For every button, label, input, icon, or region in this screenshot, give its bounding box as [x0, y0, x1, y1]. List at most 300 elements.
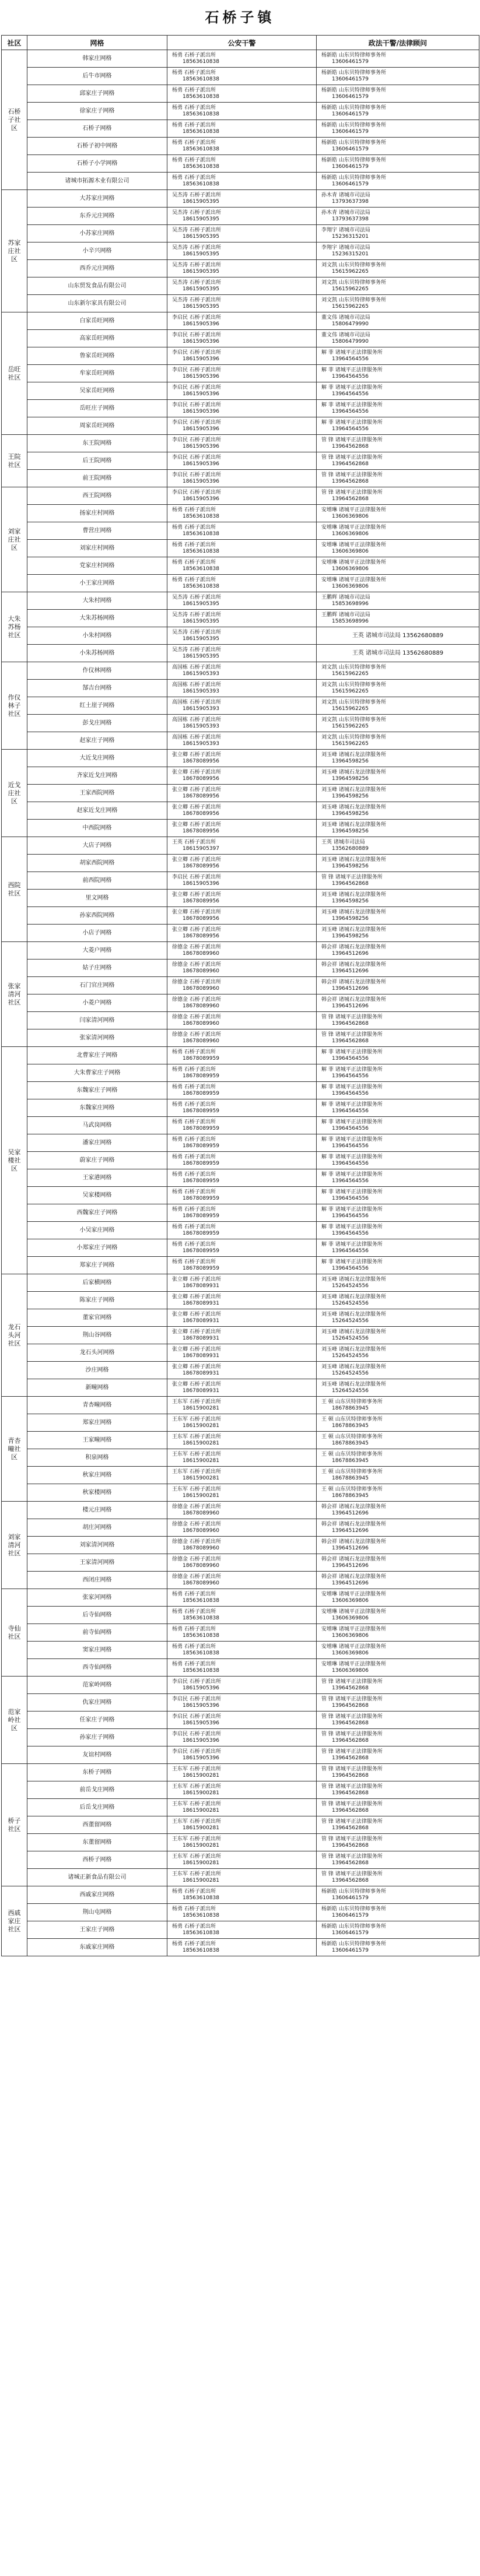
law-line-phone: 13606461579: [332, 1930, 369, 1936]
police-line-name: 杨勇 石桥子派出所: [172, 1906, 216, 1912]
law-cell: [317, 1099, 479, 1117]
law-line-phone: 13964562868: [332, 1807, 369, 1814]
law-cell: [317, 1274, 479, 1292]
law-line-name: 刘玉峰 诸城石龙法律服务所: [321, 891, 386, 898]
police-line-phone: 18678089931: [183, 1282, 219, 1289]
table-row: [2, 1327, 479, 1344]
police-line-phone: 18615905396: [183, 321, 219, 327]
grid-cell: 西魏家庄子网格: [27, 1204, 167, 1222]
table-row: [2, 50, 479, 68]
police-line-phone: 18563610838: [183, 513, 219, 519]
law-line-phone: 15853698996: [332, 618, 369, 624]
law-line-phone: 13964562868: [332, 1772, 369, 1779]
table-row: [2, 994, 479, 1012]
table-row: [2, 347, 479, 365]
police-cell: [167, 592, 317, 610]
table-row: [2, 1222, 479, 1239]
table-row: [2, 1834, 479, 1851]
police-line-name: 杨勇 石桥子派出所: [172, 69, 216, 76]
grid-cell: 后寺仙网格: [27, 1607, 167, 1624]
police-cell: [167, 1222, 317, 1239]
grid-cell: 石桥子初中网格: [27, 138, 167, 155]
police-line-phone: 18615900281: [183, 1772, 219, 1779]
table-row: [2, 1869, 479, 1886]
table-row: [2, 103, 479, 120]
police-line-name: 杨勇 石桥子派出所: [172, 1661, 216, 1667]
law-cell: [317, 1449, 479, 1467]
law-cell: [317, 1572, 479, 1589]
law-cell: [317, 767, 479, 785]
police-line-name: 王东军 石桥子派出所: [172, 1853, 221, 1860]
law-cell: [317, 505, 479, 522]
police-cell: [167, 750, 317, 767]
police-cell: [167, 1257, 317, 1274]
police-line-name: 王东军 石桥子派出所: [172, 1398, 221, 1405]
table-row: [2, 1309, 479, 1327]
law-line-phone: 13964564556: [332, 1108, 369, 1114]
police-line-name: 徐德金 石桥子派出所: [172, 1556, 221, 1562]
law-line-phone: 13964562868: [332, 461, 369, 467]
law-line-phone: 13964598256: [332, 915, 369, 922]
table-row: [2, 802, 479, 820]
law-cell: [317, 1152, 479, 1169]
law-cell: [317, 645, 479, 662]
law-cell: [317, 1414, 479, 1432]
police-line-name: 李启民 石桥子派出所: [172, 419, 221, 426]
table-row: [2, 1397, 479, 1414]
grid-cell: 东王院网格: [27, 435, 167, 452]
police-line-name: 张立卿 石桥子派出所: [172, 891, 221, 898]
police-line-phone: 18678089959: [183, 1230, 219, 1236]
law-line-phone: 13964598256: [332, 775, 369, 782]
law-line-name: 杨新皓 山东贝特律师事务所: [321, 174, 386, 181]
police-line-phone: 18678089959: [183, 1265, 219, 1271]
law-line-name: 安增琳 诸城平正法律服务所: [321, 1591, 386, 1597]
grid-cell: 诸城正新食品有限公司: [27, 1869, 167, 1886]
police-cell: [167, 1117, 317, 1134]
police-line-name: 王东军 石桥子派出所: [172, 1486, 221, 1492]
grid-cell: 任家庄子网格: [27, 1712, 167, 1729]
law-line-name: 王英 诸城市司法局 13562680889: [352, 632, 444, 639]
law-cell: [317, 225, 479, 243]
law-cell: [317, 820, 479, 837]
police-cell: [167, 68, 317, 85]
police-line-phone: 18615905396: [183, 356, 219, 362]
law-line-name: 杨新皓 山东贝特律师事务所: [321, 104, 386, 111]
table-row: [2, 820, 479, 837]
law-line-name: 管 锋 诸城平正法律服务所: [321, 1871, 383, 1877]
grid-cell: 闫家清河网格: [27, 1012, 167, 1029]
grid-cell: 青杏疃网格: [27, 1397, 167, 1414]
law-line-phone: 13964512696: [332, 968, 369, 974]
police-cell: [167, 1589, 317, 1607]
law-line-phone: 15236315201: [332, 233, 369, 240]
law-cell: [317, 417, 479, 435]
police-cell: [167, 1729, 317, 1746]
police-line-phone: 18615905393: [183, 670, 219, 677]
law-cell: [317, 942, 479, 960]
law-line-name: 李翔宇 诸城市司法局: [321, 227, 370, 233]
law-cell: [317, 977, 479, 994]
law-cell: [317, 50, 479, 68]
law-line-phone: 13606369806: [332, 1597, 369, 1604]
grid-cell: 王家庄子网格: [27, 1921, 167, 1939]
grid-cell: 大店子网格: [27, 837, 167, 855]
law-cell: [317, 1344, 479, 1362]
police-line-name: 高国栋 石桥子派出所: [172, 681, 221, 688]
police-line-phone: 18615905396: [183, 495, 219, 502]
law-line-phone: 13562680889: [332, 845, 369, 852]
table-row: [2, 645, 479, 662]
law-line-name: 解 菲 诸城平正法律服务所: [321, 1259, 383, 1265]
police-cell: [167, 1799, 317, 1816]
law-cell: [317, 837, 479, 855]
police-line-name: 李启民 石桥子派出所: [172, 454, 221, 461]
grid-cell: 西戚家庄网格: [27, 1886, 167, 1904]
police-line-phone: 18615905395: [183, 618, 219, 624]
law-line-phone: 13606461579: [332, 181, 369, 187]
police-cell: [167, 1029, 317, 1047]
police-line-name: 杨勇 石桥子派出所: [172, 1136, 216, 1143]
police-cell: [167, 1204, 317, 1222]
grid-contact-table: [1, 35, 479, 1956]
law-line-phone: 13964562868: [332, 1020, 369, 1027]
police-cell: [167, 540, 317, 557]
law-line-phone: 13606461579: [332, 93, 369, 100]
police-line-phone: 18615905395: [183, 303, 219, 310]
police-line-phone: 18615905396: [183, 461, 219, 467]
table-row: [2, 138, 479, 155]
table-row: [2, 557, 479, 575]
law-line-name: 刘玉峰 诸城石龙法律服务所: [321, 1276, 386, 1282]
police-line-name: 杨勇 石桥子派出所: [172, 122, 216, 128]
law-line-name: 韩会祥 诸城石龙法律服务所: [321, 1573, 386, 1580]
law-line-name: 王 顿 山东贝特律师事务所: [321, 1398, 383, 1405]
police-line-phone: 18678089960: [183, 1510, 219, 1516]
grid-cell: 大朱村网格: [27, 592, 167, 610]
law-cell: [317, 575, 479, 592]
grid-cell: 西董留网格: [27, 1816, 167, 1834]
law-cell: [317, 680, 479, 697]
law-line-name: 刘文凯 山东贝特律师事务所: [321, 734, 386, 740]
police-line-name: 高国栋 石桥子派出所: [172, 699, 221, 705]
table-row: [2, 1589, 479, 1607]
police-cell: [167, 1239, 317, 1257]
grid-cell: 赵家近戈庄网格: [27, 802, 167, 820]
law-line-name: 刘文凯 山东贝特律师事务所: [321, 262, 386, 268]
table-row: [2, 1152, 479, 1169]
police-cell: [167, 1467, 317, 1484]
police-line-name: 杨勇 石桥子派出所: [172, 1608, 216, 1615]
law-line-phone: 13964512696: [332, 1545, 369, 1551]
law-cell: [317, 277, 479, 295]
table-row: [2, 330, 479, 347]
table-row: [2, 627, 479, 645]
grid-cell: 西寺仙网格: [27, 1659, 167, 1677]
law-cell: [317, 1239, 479, 1257]
police-line-phone: 18678089960: [183, 1003, 219, 1009]
law-cell: [317, 1834, 479, 1851]
grid-cell: 牟家岳旺网格: [27, 365, 167, 382]
table-row: [2, 1274, 479, 1292]
law-line-name: 解 菲 诸城平正法律服务所: [321, 1049, 383, 1055]
police-line-name: 徐德金 石桥子派出所: [172, 961, 221, 968]
grid-cell: 大朱苏杨网格: [27, 610, 167, 627]
table-row: [2, 575, 479, 592]
police-cell: [167, 1362, 317, 1379]
police-cell: [167, 225, 317, 243]
law-line-phone: 13964564556: [332, 1143, 369, 1149]
grid-cell: 后王院网格: [27, 452, 167, 470]
grid-cell: 孙家西院网格: [27, 907, 167, 925]
law-line-name: 杨新皓 山东贝特律师事务所: [321, 1888, 386, 1895]
law-line-phone: 13964562868: [332, 495, 369, 502]
law-line-phone: 18678863945: [332, 1405, 369, 1411]
community-cell: 大朱苏杨社区: [2, 592, 27, 662]
police-line-name: 杨勇 石桥子派出所: [172, 1888, 216, 1895]
table-row: [2, 1764, 479, 1781]
law-line-phone: 15615962265: [332, 303, 369, 310]
law-line-name: 杨新皓 山东贝特律师事务所: [321, 1906, 386, 1912]
police-line-name: 高国栋 石桥子派出所: [172, 716, 221, 723]
police-line-phone: 18615905396: [183, 1737, 219, 1744]
police-cell: [167, 1187, 317, 1204]
table-row: [2, 1414, 479, 1432]
police-line-phone: 18615905396: [183, 1685, 219, 1691]
law-line-phone: 15264524556: [332, 1352, 369, 1359]
law-line-phone: 13964564556: [332, 1073, 369, 1079]
police-line-phone: 18678089959: [183, 1108, 219, 1114]
police-cell: [167, 1414, 317, 1432]
police-cell: [167, 208, 317, 225]
law-line-name: 管 锋 诸城平正法律服务所: [321, 1014, 383, 1020]
police-line-name: 杨勇 石桥子派出所: [172, 1049, 216, 1055]
law-line-name: 刘玉峰 诸城石龙法律服务所: [321, 926, 386, 933]
grid-cell: 白家岳旺网格: [27, 312, 167, 330]
law-line-phone: 13606369806: [332, 583, 369, 589]
grid-cell: 胡庄河网格: [27, 1519, 167, 1537]
police-line-name: 杨勇 石桥子派出所: [172, 1084, 216, 1090]
grid-cell: 后家横网格: [27, 1274, 167, 1292]
table-row: [2, 680, 479, 697]
police-cell: [167, 1397, 317, 1414]
law-line-phone: 13606369806: [332, 1667, 369, 1674]
grid-cell: 荆山屯网格: [27, 1904, 167, 1921]
law-cell: [317, 1134, 479, 1152]
law-line-name: 韩会祥 诸城石龙法律服务所: [321, 1521, 386, 1527]
law-cell: [317, 627, 479, 645]
law-line-name: 韩会祥 诸城石龙法律服务所: [321, 961, 386, 968]
law-cell: [317, 1484, 479, 1502]
grid-cell: 张家清河网格: [27, 1029, 167, 1047]
law-line-name: 刘玉峰 诸城石龙法律服务所: [321, 821, 386, 828]
table-row: [2, 452, 479, 470]
table-row: [2, 1064, 479, 1082]
police-line-phone: 18563610838: [183, 146, 219, 152]
law-line-name: 解 菲 诸城平正法律服务所: [321, 1119, 383, 1125]
community-cell: 西院社区: [2, 837, 27, 942]
law-line-phone: 18678863945: [332, 1440, 369, 1446]
police-cell: [167, 627, 317, 645]
police-cell: [167, 872, 317, 890]
table-row: [2, 732, 479, 750]
law-line-name: 董文伟 诸城市司法局: [321, 332, 370, 338]
police-line-phone: 18615905395: [183, 635, 219, 642]
table-row: [2, 1099, 479, 1117]
law-line-name: 管 锋 诸城平正法律服务所: [321, 1678, 383, 1685]
police-line-phone: 18678089959: [183, 1055, 219, 1062]
police-line-phone: 18678089960: [183, 1020, 219, 1027]
law-line-name: 韩会祥 诸城石龙法律服务所: [321, 979, 386, 985]
law-line-name: 解 菲 诸城平正法律服务所: [321, 1189, 383, 1195]
law-line-name: 韩会祥 诸城石龙法律服务所: [321, 996, 386, 1003]
police-line-phone: 18615905396: [183, 478, 219, 484]
police-line-name: 李启民 石桥子派出所: [172, 1696, 221, 1702]
police-cell: [167, 1537, 317, 1554]
law-line-phone: 13964564556: [332, 1230, 369, 1236]
table-row: [2, 750, 479, 767]
police-line-name: 李启民 石桥子派出所: [172, 1731, 221, 1737]
police-cell: [167, 977, 317, 994]
law-line-phone: 13606461579: [332, 1895, 369, 1901]
police-line-phone: 18563610838: [183, 163, 219, 170]
law-line-name: 管 锋 诸城平正法律服务所: [321, 454, 383, 461]
police-line-name: 张立卿 石桥子派出所: [172, 909, 221, 915]
law-line-name: 杨新皓 山东贝特律师事务所: [321, 52, 386, 58]
law-line-name: 管 锋 诸城平正法律服务所: [321, 437, 383, 443]
law-line-phone: 13793637398: [332, 216, 369, 222]
police-line-name: 杨勇 石桥子派出所: [172, 1591, 216, 1597]
police-line-phone: 18563610838: [183, 93, 219, 100]
police-line-phone: 18615905396: [183, 1702, 219, 1709]
law-line-name: 管 锋 诸城平正法律服务所: [321, 1783, 383, 1790]
police-cell: [167, 1921, 317, 1939]
police-cell: [167, 942, 317, 960]
police-line-phone: 18563610838: [183, 58, 219, 65]
police-cell: [167, 260, 317, 277]
grid-cell: 小朱苏杨网格: [27, 645, 167, 662]
law-cell: [317, 1467, 479, 1484]
grid-cell: 前岳戈庄网格: [27, 1781, 167, 1799]
table-row: [2, 1047, 479, 1064]
law-line-name: 安增琳 诸城平正法律服务所: [321, 542, 386, 548]
law-line-name: 孙木青 诸城市司法局: [321, 209, 370, 216]
grid-cell: 蔚家庄子网格: [27, 1152, 167, 1169]
police-cell: [167, 1134, 317, 1152]
police-cell: [167, 994, 317, 1012]
law-line-name: 解 菲 诸城平正法律服务所: [321, 1066, 383, 1073]
table-row: [2, 1257, 479, 1274]
police-cell: [167, 855, 317, 872]
law-line-phone: 13964564556: [332, 1213, 369, 1219]
police-line-phone: 18615900281: [183, 1825, 219, 1831]
law-line-name: 解 菲 诸城平正法律服务所: [321, 349, 383, 356]
law-line-name: 解 菲 诸城平正法律服务所: [321, 1171, 383, 1178]
law-line-phone: 13964598256: [332, 828, 369, 834]
community-cell: 刘家清河社区: [2, 1502, 27, 1589]
grid-cell: 大朱曹家庄子网格: [27, 1064, 167, 1082]
law-line-phone: 13964598256: [332, 933, 369, 939]
law-line-phone: 13793637398: [332, 198, 369, 205]
law-line-phone: 13964512696: [332, 985, 369, 992]
law-cell: [317, 208, 479, 225]
police-line-name: 李启民 石桥子派出所: [172, 472, 221, 478]
law-line-name: 刘文凯 山东贝特律师事务所: [321, 279, 386, 286]
table-row: [2, 1799, 479, 1816]
police-line-name: 王东军 石桥子派出所: [172, 1416, 221, 1422]
page-title: 石桥子镇: [205, 9, 275, 26]
law-line-name: 管 锋 诸城平正法律服务所: [321, 1818, 383, 1825]
police-line-phone: 18615900281: [183, 1877, 219, 1883]
police-line-name: 张立卿 石桥子派出所: [172, 1294, 221, 1300]
police-line-name: 吴杰涛 石桥子派出所: [172, 209, 221, 216]
law-cell: [317, 1659, 479, 1677]
police-line-phone: 18563610838: [183, 565, 219, 572]
law-line-name: 杨新皓 山东贝特律师事务所: [321, 122, 386, 128]
law-line-name: 管 锋 诸城平正法律服务所: [321, 874, 383, 880]
police-line-phone: 18615905396: [183, 1720, 219, 1726]
police-line-phone: 18615905396: [183, 338, 219, 345]
law-line-phone: 13964564556: [332, 1125, 369, 1131]
grid-cell: 郑家庄子网格: [27, 1257, 167, 1274]
table-row: [2, 1712, 479, 1729]
police-line-phone: 18615900281: [183, 1790, 219, 1796]
police-line-phone: 18615900281: [183, 1860, 219, 1866]
police-line-name: 张立卿 石桥子派出所: [172, 1329, 221, 1335]
police-cell: [167, 1309, 317, 1327]
law-line-phone: 18678863945: [332, 1475, 369, 1481]
police-line-phone: 18678089960: [183, 968, 219, 974]
law-cell: [317, 312, 479, 330]
law-line-phone: 15264524556: [332, 1335, 369, 1341]
law-line-phone: 13964512696: [332, 1527, 369, 1534]
law-line-phone: 13606369806: [332, 548, 369, 554]
grid-cell: 姑子庄网格: [27, 960, 167, 977]
community-cell: 刘家庄社区: [2, 487, 27, 592]
police-line-phone: 18615900281: [183, 1842, 219, 1848]
table-row: [2, 1134, 479, 1152]
law-line-phone: 15806479990: [332, 321, 369, 327]
law-line-name: 安增琳 诸城平正法律服务所: [321, 1608, 386, 1615]
table-row: [2, 522, 479, 540]
law-line-phone: 13606369806: [332, 513, 369, 519]
police-line-name: 徐德金 石桥子派出所: [172, 1573, 221, 1580]
law-line-phone: 13964562868: [332, 1790, 369, 1796]
police-line-phone: 18615905396: [183, 408, 219, 414]
law-cell: [317, 1502, 479, 1519]
law-line-phone: 15264524556: [332, 1370, 369, 1376]
law-cell: [317, 365, 479, 382]
header-law: 政法干警/法律顾问: [317, 36, 479, 50]
grid-cell: 东魏家庄子网格: [27, 1082, 167, 1099]
police-line-phone: 18615905397: [183, 845, 219, 852]
grid-cell: 小朱村网格: [27, 627, 167, 645]
law-line-phone: 13964562868: [332, 1038, 369, 1044]
law-line-name: 刘玉峰 诸城石龙法律服务所: [321, 856, 386, 863]
police-line-name: 吴杰涛 石桥子派出所: [172, 646, 221, 653]
police-line-phone: 18615905396: [183, 391, 219, 397]
law-cell: [317, 750, 479, 767]
police-cell: [167, 435, 317, 452]
police-line-name: 吴杰涛 石桥子派出所: [172, 629, 221, 635]
police-line-name: 李启民 石桥子派出所: [172, 1713, 221, 1720]
law-line-name: 管 锋 诸城平正法律服务所: [321, 1748, 383, 1755]
police-cell: [167, 1344, 317, 1362]
table-row: [2, 1204, 479, 1222]
police-cell: [167, 295, 317, 312]
police-cell: [167, 715, 317, 732]
law-line-phone: 13964512696: [332, 950, 369, 957]
